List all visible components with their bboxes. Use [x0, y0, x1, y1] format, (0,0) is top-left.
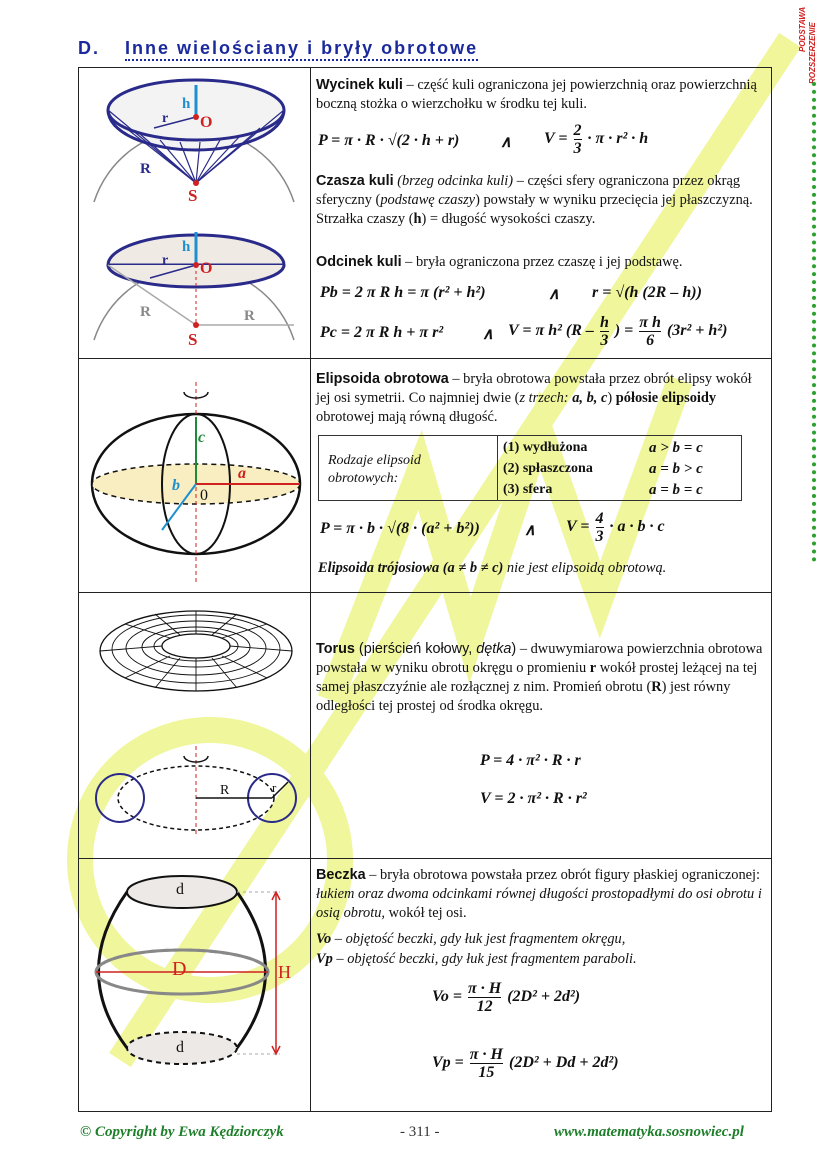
beczka-description: Beczka – bryła obrotowa powstała przez obrót figury płaskiej ograniczonej: łukiem oraz dwoma odcinkami równej długości prostopadłymi do osi obrotu i osią obrotu, wokół tej osi. — [316, 867, 762, 921]
page-number: - 311 - — [400, 1124, 440, 1140]
type-name: (3) sfera — [503, 482, 553, 497]
footer-copyright: © Copyright by Ewa Kędziorczyk — [80, 1124, 284, 1140]
formula: P = 4 · π² · R · r — [480, 752, 581, 769]
wycinek-description: Wycinek kuli – część kuli ograniczona jej powierzchnią oraz powierzchnią boczną stożka o wierzchołku w środku tej kuli. — [316, 77, 757, 112]
section-header — [78, 38, 478, 59]
label-R: R — [220, 783, 230, 798]
label-d-top: d — [176, 881, 184, 898]
label-zero: 0 — [200, 487, 208, 504]
formula: r = √(h (2R – h)) — [592, 284, 702, 301]
label-D: D — [172, 958, 187, 980]
barrel-figure — [80, 862, 308, 1106]
formula: Pc = 2 π R h + π r² — [320, 324, 444, 341]
formula: P = π · R · √(2 · h + r) — [318, 132, 460, 149]
label-r: r — [272, 780, 277, 795]
term: Torus — [316, 641, 355, 657]
type-name: (2) spłaszczona — [503, 461, 593, 476]
label-h: h — [182, 96, 191, 112]
torus-description: Torus (pierścień kołowy, dętka) – dwuwymiarowa powierzchnia obrotowa powstała w wyniku obrotu okręgu o promieniu r wokół prostej leżącej na tej samej płaszczyźnie ale rozłącznej z nim. Promień obrotu (R) jest równy odległości tej prostej od środka okręgu. — [316, 641, 763, 714]
label-r: r — [162, 111, 169, 126]
label-R: R — [140, 161, 151, 177]
and-symbol: ∧ — [524, 522, 536, 539]
sphere-sector-figure — [80, 70, 308, 356]
label-O: O — [200, 114, 213, 131]
label-R: R — [244, 308, 255, 324]
odcinek-description: Odcinek kuli – bryła ograniczona przez czaszę i jej podstawę. — [316, 254, 683, 270]
type-relation: a = b > c — [649, 461, 703, 477]
and-symbol: ∧ — [500, 134, 512, 151]
label-S: S — [188, 186, 198, 205]
beczka-vp-desc: Vp – objętość beczki, gdy łuk jest fragmentem paraboli. — [316, 951, 637, 967]
formula: V = $\frac{4}{3}$ · a · b · c — [566, 510, 665, 545]
label-c: c — [198, 429, 206, 446]
type-relation: a > b = c — [649, 440, 703, 456]
term: Elipsoida obrotowa — [316, 371, 449, 387]
label-d-bottom: d — [176, 1039, 184, 1056]
label-O: O — [200, 260, 213, 277]
label-H: H — [278, 962, 291, 982]
footer-url[interactable]: www.matematyka.sosnowiec.pl — [554, 1124, 744, 1140]
term: Beczka — [316, 867, 366, 883]
and-symbol: ∧ — [482, 326, 494, 343]
formula: Pb = 2 π R h = π (r² + h²) — [320, 284, 486, 301]
label-R: R — [140, 304, 151, 320]
type-relation: a = b = c — [649, 482, 703, 498]
label-b: b — [172, 477, 180, 494]
formula: V = 2 · π² · R · r² — [480, 790, 587, 807]
types-label: Rodzaje elipsoid obrotowych: — [328, 453, 421, 486]
section-letter: D. — [78, 38, 100, 58]
row-divider — [78, 592, 772, 593]
side-dotted-rule — [812, 82, 820, 562]
term: Czasza kuli — [316, 173, 394, 189]
row-divider — [78, 858, 772, 859]
label-S: S — [188, 330, 198, 349]
elipsoida-description: Elipsoida obrotowa – bryła obrotowa powstała przez obrót elipsy wokół jej osi symetrii. Co najmniej dwie (z trzech: a, b, c) półosie elipsoidy obrotowej mają równą długość. — [316, 371, 752, 425]
formula: V = $\frac{2}{3}$ · π · r² · h — [544, 122, 649, 157]
term: Wycinek kuli — [316, 77, 403, 93]
beczka-vo-desc: Vo – objętość beczki, gdy łuk jest fragmentem okręgu, — [316, 931, 626, 947]
table-column-divider — [310, 67, 311, 1112]
section-title: Inne wielościany i bryły obrotowe — [125, 38, 478, 61]
type-name: (1) wydłużona — [503, 440, 588, 455]
side-label-bottom: ROZSZERZENIE — [808, 22, 817, 84]
term: Odcinek kuli — [316, 254, 402, 270]
formula: V = π h² (R – $\frac{h}{3}$ ) = $\frac{\text{π h}}{6}$ (3r² + h²) — [508, 314, 728, 349]
label-h: h — [182, 239, 191, 255]
ellipsoid-types-table — [318, 435, 742, 501]
ellipsoid-note: Elipsoida trójosiowa (a ≠ b ≠ c) nie jest elipsoidą obrotową. — [318, 560, 667, 576]
side-label-top: PODSTAWA — [798, 6, 807, 52]
czasza-description: Czasza kuli (brzeg odcinka kuli) – części sfery ograniczona przez okrąg sferyczny (podstawę czaszy) powstały w wyniku przecięcia jej płaszczyzną. Strzałka czaszy (h) = długość wysokości czaszy. — [316, 173, 753, 227]
formula: Vp = $\frac{\pi \cdot H}{15}$ (2D² + Dd + 2d²) — [432, 1046, 619, 1081]
label-r: r — [162, 253, 169, 268]
torus-figure — [80, 596, 308, 854]
ellipsoid-figure — [80, 362, 308, 590]
formula: Vo = $\frac{\pi \cdot H}{12}$ (2D² + 2d²) — [432, 980, 581, 1015]
and-symbol: ∧ — [548, 286, 560, 303]
formula: P = π · b · √(8 · (a² + b²)) — [320, 520, 480, 537]
label-a: a — [238, 465, 246, 482]
row-divider — [78, 358, 772, 359]
